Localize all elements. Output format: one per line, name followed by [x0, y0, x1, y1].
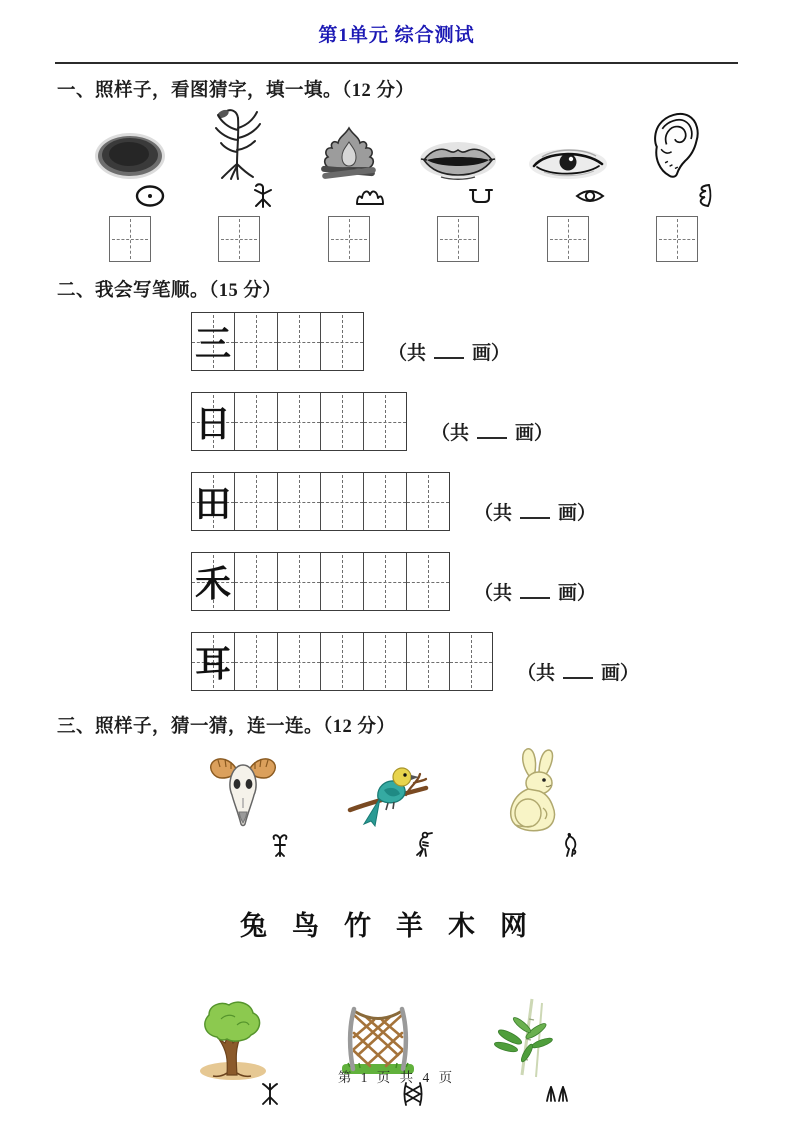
- match-character: 木: [448, 911, 475, 941]
- blank-line: [520, 503, 550, 519]
- match-pictures-top: [185, 748, 738, 858]
- match-character: 鸟: [292, 911, 319, 941]
- stroke-row-tian: [191, 472, 738, 531]
- stroke-grid-example-cell: 禾: [192, 553, 235, 610]
- stroke-grid-example-cell: 三: [192, 313, 235, 370]
- stroke-grid-practice-cell: [450, 633, 492, 690]
- bird-icon: [344, 748, 432, 832]
- stroke-grid-practice-cell: [321, 393, 364, 450]
- count-prefix: （共: [474, 583, 513, 604]
- stroke-grid-practice-cell: [321, 473, 364, 530]
- item-fire: [306, 110, 392, 262]
- sun-photo-icon: [93, 110, 167, 182]
- answer-grid: [328, 216, 370, 262]
- ear-icon: [650, 110, 704, 182]
- count-suffix: 画）: [601, 663, 640, 684]
- section-one-items: [87, 110, 720, 262]
- character-choices-row: [42, 904, 725, 943]
- blank-line: [477, 423, 507, 439]
- stroke-order-rows: [191, 312, 738, 691]
- stroke-grid-practice-cell: [321, 633, 364, 690]
- match-character: 羊: [396, 911, 423, 941]
- match-character: 网: [500, 911, 527, 941]
- rabbit-icon: [501, 748, 565, 832]
- stroke-grid-practice-cell: [364, 633, 407, 690]
- stroke-count-label: [517, 658, 639, 685]
- count-prefix: （共: [517, 663, 556, 684]
- stroke-row-er: [191, 632, 738, 691]
- title-divider: [55, 62, 738, 64]
- stroke-row-san: [191, 312, 738, 371]
- stroke-count-label: [474, 578, 596, 605]
- section-one-heading: 一、照样子，看图猜字，填一填。（12 分）: [57, 81, 415, 101]
- match-pictures-bottom: [175, 997, 738, 1107]
- oracle-sheep-icon: [270, 832, 290, 858]
- stroke-grid-example-cell: 耳: [192, 633, 235, 690]
- count-suffix: 画）: [515, 423, 554, 444]
- stroke-grid-example-cell: 田: [192, 473, 235, 530]
- answer-grid: [437, 216, 479, 262]
- match-character: 兔: [240, 911, 267, 941]
- stroke-grid-practice-cell: [321, 553, 364, 610]
- match-character: 竹: [344, 911, 371, 941]
- item-net: [320, 997, 435, 1107]
- stroke-order-grid: [191, 552, 450, 611]
- section-three-heading: 三、照样子，猜一猜，连一连。（12 分）: [57, 717, 396, 737]
- item-rabbit: [475, 748, 590, 858]
- item-bamboo: [465, 997, 580, 1107]
- stroke-grid-example-cell: 日: [192, 393, 235, 450]
- page-title: 第1单元 综合测试: [318, 25, 475, 46]
- oracle-ear-icon: [694, 182, 714, 210]
- stroke-order-grid: [191, 392, 407, 451]
- item-sun: [87, 110, 173, 262]
- oracle-rabbit-icon: [560, 832, 580, 858]
- fire-icon: [315, 110, 383, 182]
- stroke-grid-practice-cell: [321, 313, 363, 370]
- answer-grid: [656, 216, 698, 262]
- stroke-count-label: [388, 338, 510, 365]
- item-mouth: [415, 110, 501, 262]
- count-suffix: 画）: [472, 343, 511, 364]
- grain-seedling-icon: [210, 110, 268, 182]
- stroke-count-label: [431, 418, 553, 445]
- blank-line: [563, 663, 593, 679]
- stroke-order-grid: [191, 312, 364, 371]
- answer-grid: [547, 216, 589, 262]
- stroke-grid-practice-cell: [364, 393, 406, 450]
- item-seedling: [196, 110, 282, 262]
- count-prefix: （共: [474, 503, 513, 524]
- mouth-lips-icon: [419, 110, 497, 182]
- item-ram: [185, 748, 300, 858]
- stroke-count-label: [474, 498, 596, 525]
- oracle-grain-icon: [250, 182, 276, 210]
- oracle-fire-icon: [354, 182, 386, 210]
- stroke-order-grid: [191, 632, 493, 691]
- stroke-grid-practice-cell: [235, 633, 278, 690]
- count-prefix: （共: [431, 423, 470, 444]
- oracle-bird-icon: [413, 832, 435, 858]
- stroke-grid-practice-cell: [407, 473, 449, 530]
- stroke-grid-practice-cell: [278, 313, 321, 370]
- blank-line: [520, 583, 550, 599]
- answer-grid: [218, 216, 260, 262]
- stroke-grid-practice-cell: [278, 473, 321, 530]
- count-prefix: （共: [388, 343, 427, 364]
- stroke-grid-practice-cell: [235, 313, 278, 370]
- stroke-row-he: [191, 552, 738, 611]
- stroke-order-grid: [191, 472, 450, 531]
- item-ear: [634, 110, 720, 262]
- stroke-grid-practice-cell: [364, 553, 407, 610]
- stroke-grid-practice-cell: [278, 553, 321, 610]
- oracle-eye-icon: [575, 182, 605, 210]
- stroke-grid-practice-cell: [407, 553, 449, 610]
- oracle-mouth-icon: [467, 182, 495, 210]
- ram-skull-icon: [206, 748, 280, 832]
- count-suffix: 画）: [558, 503, 597, 524]
- stroke-grid-practice-cell: [278, 633, 321, 690]
- stroke-grid-practice-cell: [407, 633, 450, 690]
- oracle-sun-icon: [133, 182, 167, 210]
- stroke-grid-practice-cell: [235, 393, 278, 450]
- stroke-row-ri: [191, 392, 738, 451]
- item-eye: [525, 110, 611, 262]
- stroke-grid-practice-cell: [278, 393, 321, 450]
- stroke-grid-practice-cell: [235, 473, 278, 530]
- answer-grid: [109, 216, 151, 262]
- blank-line: [434, 343, 464, 359]
- section-two-heading: 二、我会写笔顺。（15 分）: [57, 281, 282, 301]
- page-number-footer: 第 1 页 共 4 页: [337, 1070, 456, 1085]
- item-bird: [330, 748, 445, 858]
- stroke-grid-practice-cell: [364, 473, 407, 530]
- stroke-grid-practice-cell: [235, 553, 278, 610]
- count-suffix: 画）: [558, 583, 597, 604]
- item-tree: [175, 997, 290, 1107]
- eye-icon: [528, 110, 608, 182]
